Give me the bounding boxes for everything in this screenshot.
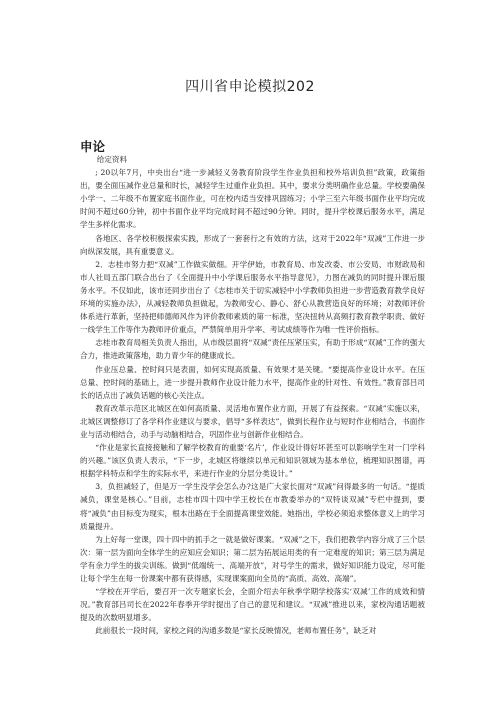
paragraph: ; 20以年7月，中央出台“进一步减轻义务教育阶段学生作业负担和校外培训负担”政策，政策指出，要全面压减作业总量和时长，减轻学生过重作业负担。其中，要求分类明确作业总量。学校要确保小学一、二年级不布置家庭书面作业，可在校内适当安排巩固练习；小学三至六年级书面作业平均完成时间不超过60分钟，初中书面作业平均完成时间不超过90分钟。同时，提升学校课后服务水平，满足学生多样化需求。 xyxy=(80,168,425,230)
section-heading: 申论 xyxy=(80,139,106,154)
paragraph: 志桂市教育局相关负责人指出，从市级层面将“双减”责任压紧压实，有助于形成“双减”工作的强大合力，推进政策落地，助力青少年的健康成长。 xyxy=(80,338,425,361)
paragraph: 此前很长一段时间，家校之间的沟通多数是“家长反映情况，老师布置任务”，缺乏对 xyxy=(95,626,377,636)
document-title: 四川省申论模拟202 xyxy=(185,79,315,95)
paragraph: 各地区、各学校积极探索实践，形成了一套套行之有效的方法，这对于2022年“双减”工作进一步向纵深发展，具有重要意义。 xyxy=(80,233,425,256)
paragraph: “学校在开学后，要召开一次专题家长会，全面介绍去年秋季学期学校落实‘双减’工作的成效和情况。”教育部吕司长在2022年春季开学时提出了自己的意见和建议。“双减”推进以来，家校沟通话题被提及的次数明显增多。 xyxy=(80,587,425,623)
materials-subtitle: 给定资料 xyxy=(96,155,128,164)
paragraph: 3．负担减轻了，但是万一学生没学会怎么办?这是广大家长面对“双减”问得最多的一句话。“提质减负，课堂是核心。”目前，志桂市四十四中学王校长在市教委举办的“双特谈双减”专栏中提到，要将“减负”由目标变为现实，根本出路在于全面提高课堂效能。她指出，学校必须追求整体意义上的学习质量提升。 xyxy=(80,482,425,531)
paragraph: “作业是家长直接接触和了解学校教育的重要‘名片’，作业设计得好坏甚至可以影响学生对一门学科的兴趣。”该区负责人表示，“下一步，北城区将继续以单元和知识领域为基本单位，梳理知识图谱，再根据学科特点和学生的实际水平，来进行作业的分层分类设计。” xyxy=(80,443,425,479)
paragraph: 为上好每一堂课，四十四中的抓手之一就是做好课案。“双减”之下，我们把教学内容分成了三个层次：第一层为面向全体学生的应知应会知识；第二层为拓展运用类的有一定难度的知识；第三层为满足学有余力学生的拔尖训练。做到“低端统一、高端开放”，对号学生的需求，做好知识能力设定，尽可能让每个学生在每一份课案中都有获得感，实现课案面向全员的“高质、高效、高端”。 xyxy=(80,534,425,583)
document-body xyxy=(80,153,425,637)
paragraph: 作业压总量、控时间只是表面，如何实现高质量、有效果才是关键。“要提高作业设计水平。在压总量、控时间的基础上，进一步提升教师作业设计能力水平，提高作业的针对性、有效性。”教育部吕司长的话点出了减负话题的核心关注点。 xyxy=(80,364,425,400)
paragraph: 2．志桂市努力把“双减”工作做实做细。开学伊始，市教育局、市发改委、市公安局、市财政局和市人社局五部门联合出台了《全面提升中小学课后服务水平指导意见》，力图在减负的同时提升课后服务水平。不仅如此，该市还同步出台了《志桂市关于切实减轻中小学教师负担进一步营造教育教学良好环境的实施办法》，从减轻教师负担做起，为教师安心、静心、舒心从教营造良好的环境；对教师评价体系进行革新，坚持把师德师风作为评价教师素质的第一标准，坚决扭转从高频打教育教学职责、做好一线学生工作等作为教师评价重点，严禁简单用升学率、考试成绩等作为唯一性评价指标。 xyxy=(80,259,425,335)
paragraph: 教育改革示范区北城区在如何高质量、灵活地布置作业方面，开展了有益探索。“双减”实施以来，北城区调整修订了各学科作业建议与要求，倡导“多样表达”，做到长程作业与短时作业相结合，书面作业与活动相结合，动手与动脑相结合，巩固作业与创新作业相结合。 xyxy=(80,403,425,439)
